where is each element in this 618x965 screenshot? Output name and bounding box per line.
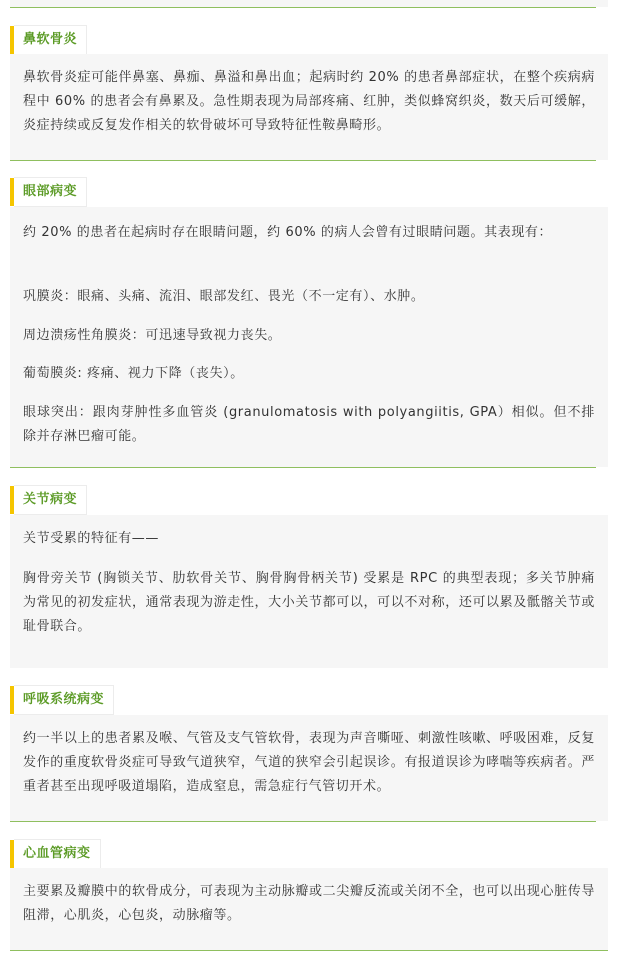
section-heading-respiratory bbox=[10, 686, 114, 714]
previous-section-tail bbox=[10, 0, 608, 7]
section-divider bbox=[10, 950, 608, 951]
paragraph: 约一半以上的患者累及喉、气管及支气管软骨，表现为声音嘶哑、刺激性咳嗽、呼吸困难，反复发作的重度软骨炎症可导致气道狭窄，气道的狭窄会引起误诊。有报道误诊为哮喘等疾病者。严重者甚至出现呼吸道塌陷，造成窒息，需急症行气管切开术。 bbox=[23, 731, 595, 794]
section-title: 心血管病变 bbox=[14, 839, 101, 869]
section-title: 鼻软骨炎 bbox=[14, 25, 87, 55]
section-divider bbox=[10, 7, 596, 8]
section-body-respiratory bbox=[10, 715, 608, 821]
section-title: 眼部病变 bbox=[14, 177, 87, 207]
section-body-nasal-chondritis bbox=[10, 54, 608, 160]
section-divider bbox=[10, 160, 596, 161]
paragraph: 主要累及瓣膜中的软骨成分，可表现为主动脉瓣或二尖瓣反流或关闭不全，也可以出现心脏传导阻滞，心肌炎，心包炎，动脉瘤等。 bbox=[23, 884, 595, 923]
paragraph: 胸骨旁关节 (胸锁关节、肋软骨关节、胸骨胸骨柄关节) 受累是 RPC 的典型表现；多关节肿痛为常见的初发症状，通常表现为游走性，大小关节都可以，可以不对称，还可以累及骶髂关节或耻骨联合。 bbox=[23, 571, 595, 634]
paragraph: 周边溃疡性角膜炎：可迅速导致视力丧失。 bbox=[23, 328, 282, 343]
paragraph: 葡萄膜炎: 疼痛、视力下降（丧失）。 bbox=[23, 366, 244, 381]
section-title: 关节病变 bbox=[14, 485, 87, 515]
paragraph: 鼻软骨炎症可能伴鼻塞、鼻痂、鼻溢和鼻出血；起病时约 20% 的患者鼻部症状，在整个疾病病程中 60% 的患者会有鼻累及。急性期表现为局部疼痛、红肿，类似蜂窝织炎，数天后可缓解，炎症持续或反复发作相关的软骨破坏可导致特征性鞍鼻畸形。 bbox=[23, 70, 595, 133]
section-body-cardiovascular bbox=[10, 868, 608, 950]
paragraph: 约 20% 的患者在起病时存在眼睛问题，约 60% 的病人会曾有过眼睛问题。其表现有： bbox=[23, 225, 553, 240]
section-heading-joint bbox=[10, 486, 87, 514]
section-divider bbox=[10, 467, 596, 468]
paragraph: 关节受累的特征有—— bbox=[23, 531, 160, 546]
section-divider bbox=[10, 821, 596, 822]
section-heading-nasal-chondritis bbox=[10, 26, 87, 54]
paragraph: 巩膜炎：眼痛、头痛、流泪、眼部发红、畏光（不一定有）、水肿。 bbox=[23, 289, 425, 304]
section-body-ocular bbox=[10, 207, 608, 467]
section-heading-cardiovascular bbox=[10, 840, 101, 868]
section-title: 呼吸系统病变 bbox=[14, 685, 114, 715]
section-body-joint bbox=[10, 515, 608, 668]
paragraph: 眼球突出：跟肉芽肿性多血管炎 (granulomatosis with polyangiitis, GPA）相似。但不排除并存淋巴瘤可能。 bbox=[23, 405, 595, 444]
section-heading-ocular bbox=[10, 178, 87, 206]
